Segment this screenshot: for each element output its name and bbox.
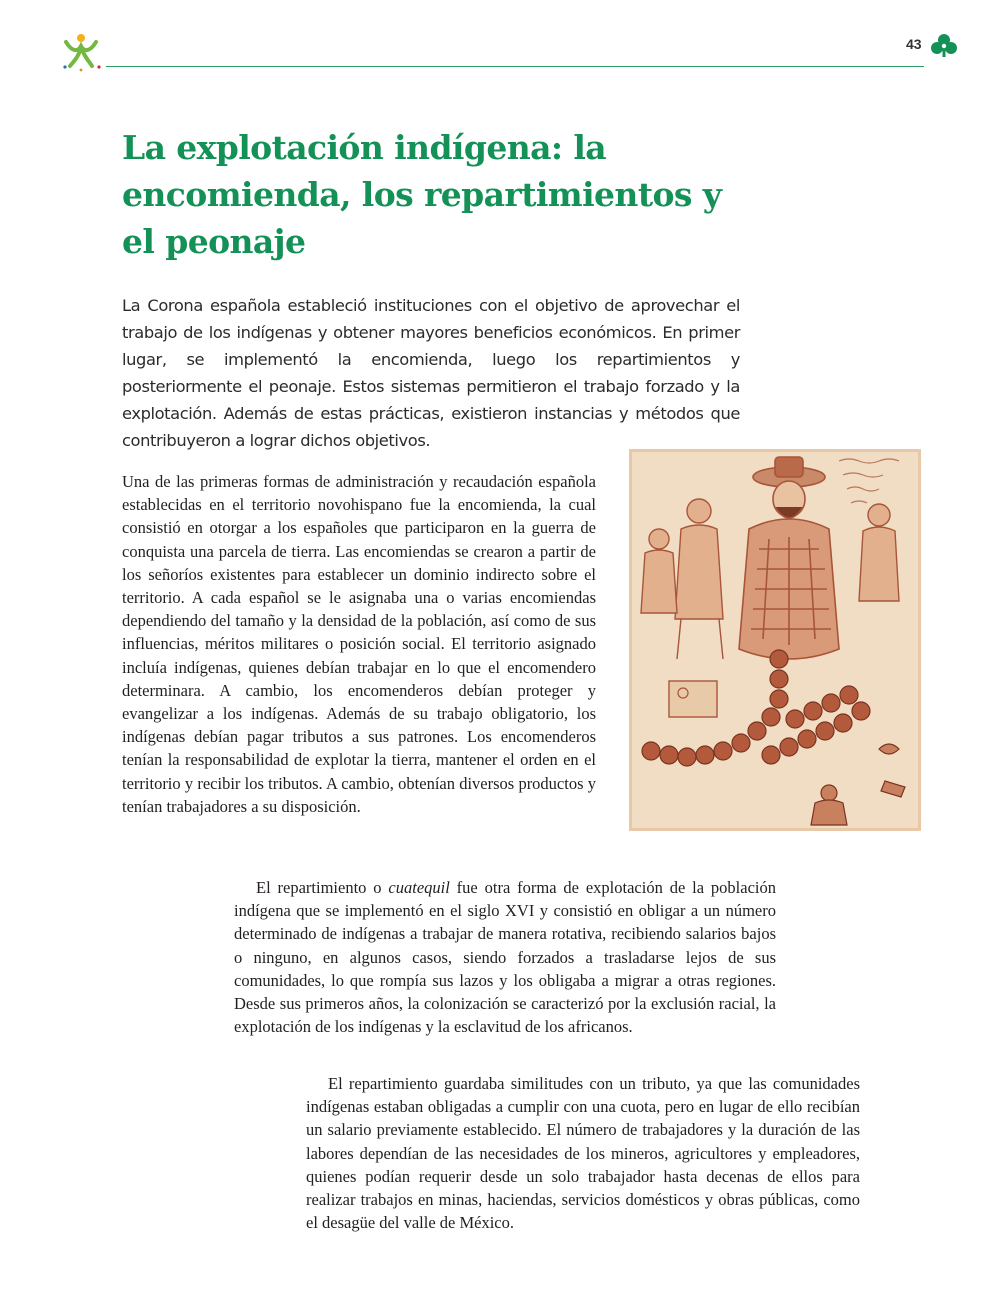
page-title: La explotación indígena: la encomienda, los repartimientos y el peonaje <box>122 128 722 261</box>
page-number: 43 <box>906 36 922 52</box>
sep-figure-logo-icon <box>58 30 104 74</box>
clover-icon <box>930 33 958 59</box>
body-paragraph-tributo: El repartimiento guardaba similitudes con un tributo, ya que las comunidades indígenas estaban obligadas a cumplir con una cuota, pero en lugar de ello recibían un salario previamente establecido. El número de trabajadores y la duración de las labores dependían de las necesidades de los mineros, agricultores y empleadores, quienes podían requerir desde un solo trabajador hasta decenas de ellos para realizar trabajos en minas, haciendas, servicios domésticos y obras públicas, como el desagüe del valle de México. <box>306 1074 860 1233</box>
term-cuatequil: cuatequil <box>388 878 450 897</box>
codex-encomendero-illustration <box>629 449 921 831</box>
body-paragraph-repartimiento <box>234 876 776 1038</box>
paragraph-2-end: fue otra forma de explotación de la población indígena que se implementó en el siglo XVI y consistió en obligar a un número determinado de indígenas a trabajar de manera rotativa, recibiendo salarios bajos o ninguno, en algunos casos, siendo forzados a trasladarse lejos de sus comunidades, lo que rompía sus lazos y los obligaba a migrar a otras regiones. Desde sus primeros años, la colonización se caracterizó por la exclusión racial, la explotación de los indígenas y la esclavitud de los africanos. <box>234 878 776 1037</box>
header-rule <box>106 66 924 67</box>
body-paragraph-encomienda: Una de las primeras formas de administración y recaudación española establecidas en el territorio novohispano fue la encomienda, la cual consistió en otorgar a los españoles que participaron en la guerra de conquista una parcela de tierra. Las encomiendas se crearon a partir de los señoríos existentes para establecer un dominio indirecto sobre el territorio. A cada español se le asignaba una o varias encomiendas dependiendo del tamaño y la densidad de la población, así como de sus influencias, méritos militares o posición social. El territorio asignado incluía indígenas, quienes debían trabajar en lo que el encomendero determinara. A cambio, los encomenderos debían proteger y evangelizar a los indígenas. Además de su trabajo obligatorio, los indígenas debían pagar tributos a sus patrones. Los encomenderos tenían la responsabilidad de explotar la tierra, mantener el orden en el territorio y recibir los tributos. A cambio, obtenían diversos productos y tenían trabajadores a su disposición. <box>122 472 596 816</box>
paragraph-2-start: El repartimiento o <box>256 878 389 897</box>
intro-paragraph: La Corona española estableció instituciones con el objetivo de aprovechar el trabajo de los indígenas y obtener mayores beneficios económicos. En primer lugar, se implementó la encomienda, luego los repartimientos y posteriormente el peonaje. Estos sistemas permitieron el trabajo forzado y la explotación. Además de estas prácticas, existieron instancias y métodos que contribuyeron a lograr dichos objetivos. <box>122 296 740 450</box>
